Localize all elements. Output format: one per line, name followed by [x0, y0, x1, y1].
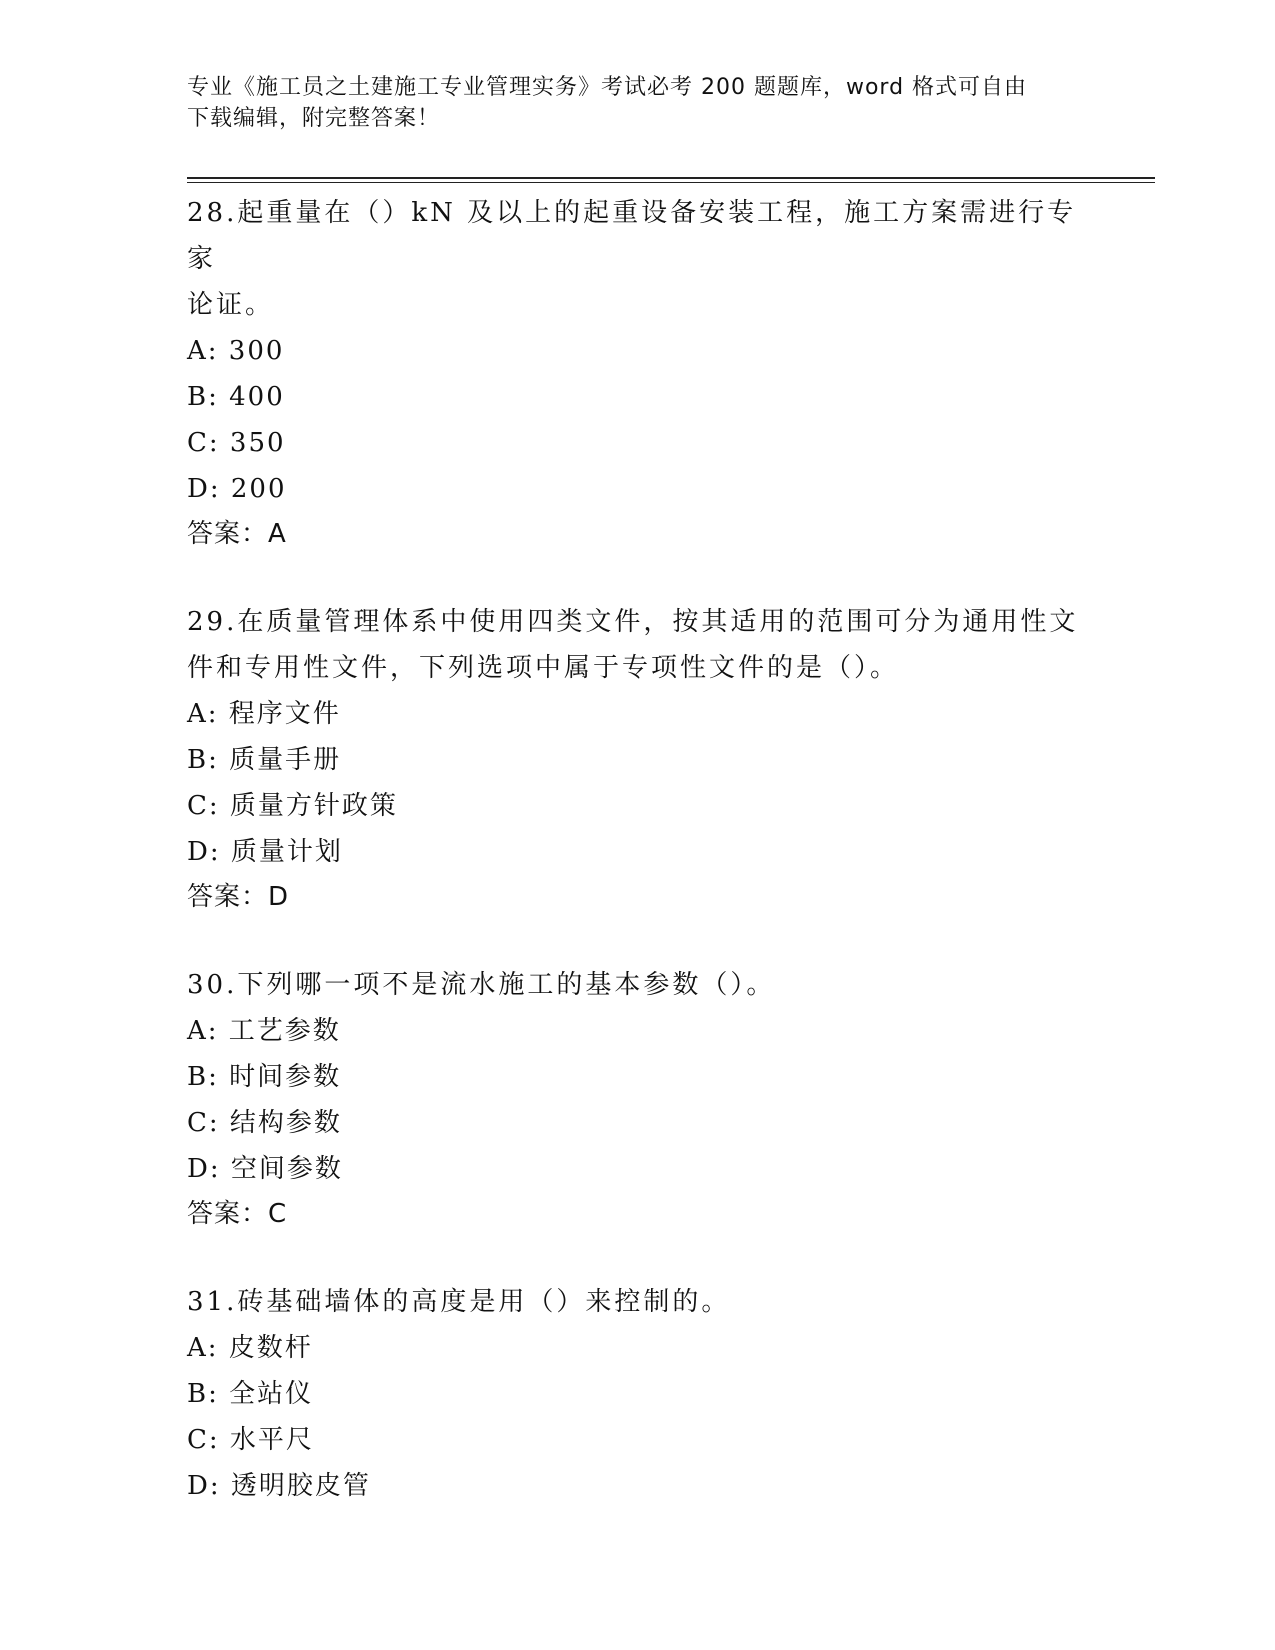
option-c: C: 结构参数 [187, 1108, 342, 1138]
document-header [187, 72, 1087, 134]
header-divider-thick [187, 177, 1155, 179]
option-c: C: 水平尺 [187, 1425, 314, 1455]
question-31 [187, 1279, 1087, 1509]
question-list [187, 190, 1087, 1552]
question-30 [187, 962, 1087, 1236]
question-text: 31.砖基础墙体的高度是用（）来控制的。 [187, 1287, 731, 1317]
question-text: 28.起重量在（）kN 及以上的起重设备安装工程，施工方案需进行专家 [187, 198, 1077, 274]
question-text: 29.在质量管理体系中使用四类文件，按其适用的范围可分为通用性文 [187, 607, 1079, 637]
option-b: B: 时间参数 [187, 1062, 342, 1092]
answer: 答案：C [187, 1199, 288, 1229]
header-line-2: 下载编辑，附完整答案！ [187, 106, 441, 131]
option-d: D: 质量计划 [187, 837, 343, 867]
option-b: B: 全站仪 [187, 1379, 314, 1409]
option-a: A: 皮数杆 [187, 1333, 313, 1363]
answer: 答案：A [187, 519, 287, 549]
question-29 [187, 599, 1087, 919]
option-d: D: 空间参数 [187, 1154, 343, 1184]
header-line-1: 专业《施工员之土建施工专业管理实务》考试必考 200 题题库，word 格式可自由 [187, 75, 1028, 100]
question-28 [187, 190, 1087, 556]
option-a: A: 300 [187, 336, 285, 366]
option-b: B: 质量手册 [187, 745, 342, 775]
option-c: C: 350 [187, 428, 286, 458]
option-c: C: 质量方针政策 [187, 791, 398, 821]
option-d: D: 200 [187, 474, 287, 504]
question-text: 论证。 [187, 290, 275, 320]
option-d: D: 透明胶皮管 [187, 1471, 371, 1501]
option-a: A: 工艺参数 [187, 1016, 341, 1046]
answer: 答案：D [187, 882, 290, 912]
question-text: 30.下列哪一项不是流水施工的基本参数（）。 [187, 970, 776, 1000]
question-text: 件和专用性文件，下列选项中属于专项性文件的是（）。 [187, 653, 900, 683]
header-divider-thin [187, 182, 1155, 183]
option-b: B: 400 [187, 382, 285, 412]
option-a: A: 程序文件 [187, 699, 341, 729]
